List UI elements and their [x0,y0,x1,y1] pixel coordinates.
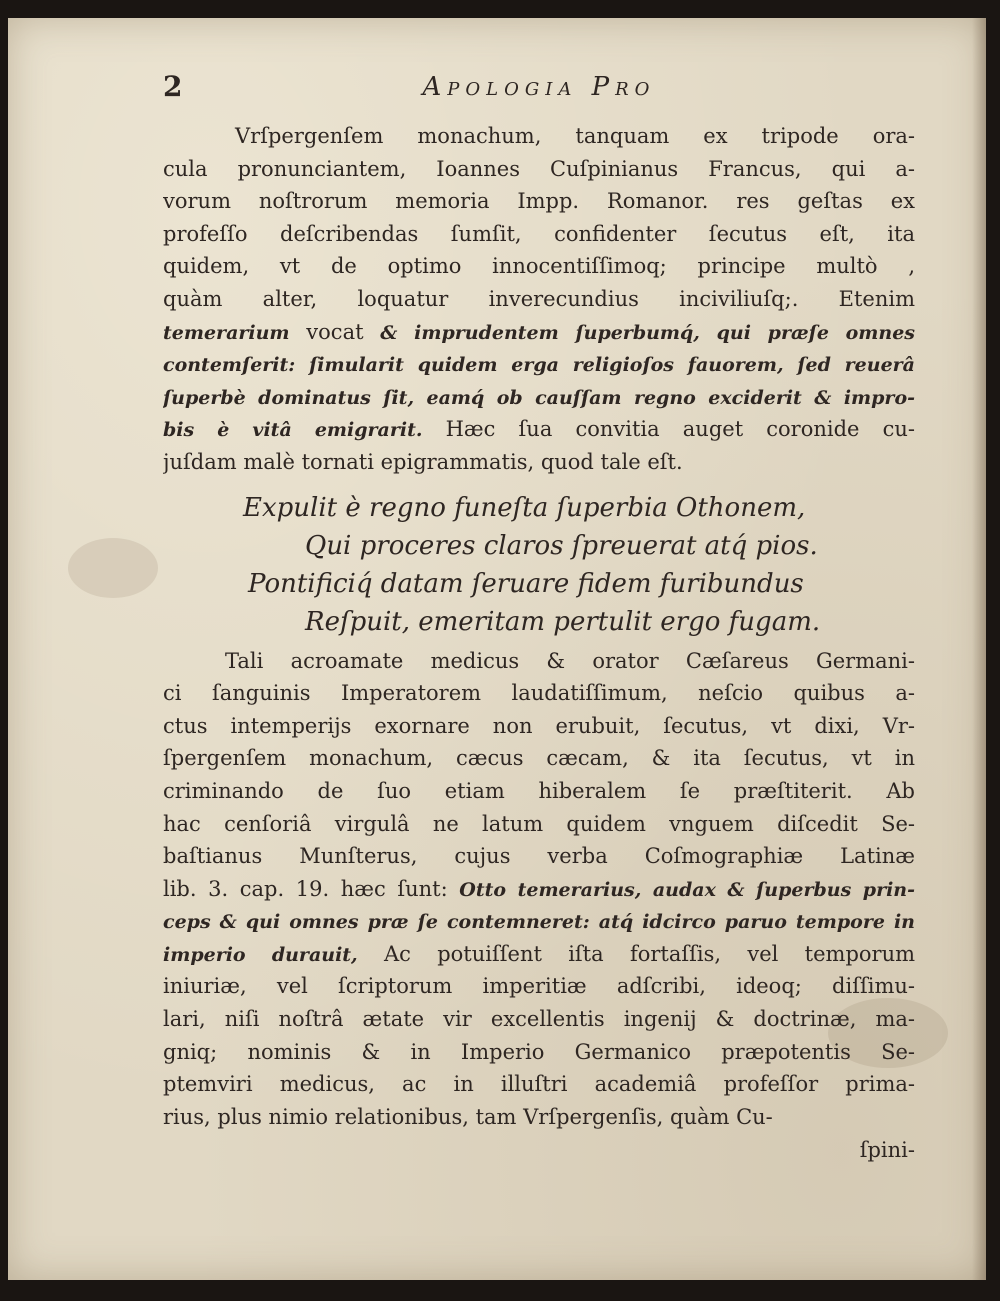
italic-text: Otto temerarius, audax & ſuperbus prin- [459,878,915,901]
line-text: rius, plus nimio relationibus, tam Vrſpergenſis, quàm Cu- [163,1104,773,1129]
italic-text: contemſerit: ſimularit quidem erga religioſos fauorem, ſed reuerâ [163,354,915,377]
line-text: quàm alter, loquatur inverecundius inciviliuſq;. Etenim [163,286,915,311]
line-text: baſtianus Munſterus, cujus verba Coſmographiæ Latinæ [163,844,915,869]
text-line [163,283,915,316]
line-text: lib. 3. cap. 19. hæc ſunt: [163,876,460,901]
line-text: ctus intemperijs exornare non erubuit, ſecutus, vt dixi, Vr- [163,713,915,738]
text-line [163,1101,915,1134]
line-text: vorum noſtrorum memoria Impp. Romanor. res geſtas ex [163,189,915,214]
epigram [163,489,915,641]
paragraph-1 [163,120,915,479]
line-text: Tali acroamate medicus & orator Cæſareus Germani- [225,648,915,673]
line-text: profeſſo deſcribendas ſumſit, confidenter ſecutus eſt, ita [163,221,915,246]
paper-stain [68,538,158,598]
verse-line: Expulit è regno funeſta ſuperbia Othonem, [243,492,806,523]
verse-line: Qui proceres claros ſpreuerat atq́ pios. [305,530,818,561]
italic-text: imperio durauit, [163,943,358,966]
italic-text: ſuperbè dominatus ſit, eamq́ ob cauſſam regno exciderit & impro- [163,386,915,409]
text-line [163,938,915,971]
line-text: Ac potuiſſent iſta fortaſſis, vel temporum [357,941,915,966]
catchword: ſpini- [859,1138,915,1163]
text-line [163,742,915,775]
italic-text: ceps & qui omnes præ ſe contemneret: atq́ idcirco paruo tempore in [163,911,915,934]
italic-text: & imprudentem ſuperbumq́, qui præſe omnes [380,321,915,344]
text-line [163,808,915,841]
text-line [163,677,915,710]
text-line [163,873,915,906]
line-text: iniuriæ, vel ſcriptorum imperitiæ adſcribi, ideoq; diſſimu- [163,974,915,999]
line-text: lari, niſi noſtrâ ætate vir excellentis ingenij & doctrinæ, ma- [163,1007,915,1032]
page-edge-shadow [972,18,986,1280]
line-text: hac cenſoriâ virgulâ ne latum quidem vnguem diſcedit Se- [163,811,915,836]
line-text: gniq; nominis & in Imperio Germanico præpotentis Se- [163,1039,915,1064]
text-line [163,316,915,349]
line-text: juſdam malè tornati epigrammatis, quod tale eſt. [163,449,683,474]
text-line [163,348,915,381]
paragraph-2 [163,645,915,1134]
text-line [163,1068,915,1101]
running-title: Apologia Pro [422,72,656,102]
line-text: cula pronunciantem, Ioannes Cuſpinianus Francus, qui a- [163,156,915,181]
running-head [163,70,915,120]
text-line [163,381,915,414]
line-text: vocat [289,319,381,344]
page-number: 2 [163,70,183,103]
verse-line: Reſpuit, emeritam pertulit ergo fugam. [305,606,821,637]
line-text: ci ſanguinis Imperatorem laudatiſſimum, neſcio quibus a- [163,681,915,706]
line-text: Hæc ſua convitia auget coronide cu- [422,417,915,442]
text-line [163,1003,915,1036]
text-line [163,905,915,938]
line-text: Vrſpergenſem monachum, tanquam ex tripode ora- [235,124,915,148]
italic-text: temerarium [163,321,290,344]
line-text: criminando de ſuo etiam hiberalem ſe præſtiterit. Ab [163,778,915,803]
text-block [163,70,915,1167]
line-text: quidem, vt de optimo innocentiſſimoq; principe multò , [163,254,915,279]
text-line [163,185,915,218]
text-line [163,120,915,153]
verse-line: Pontificiq́ datam ſeruare fidem furibundus [248,568,804,599]
text-line [163,218,915,251]
text-line [163,446,915,479]
italic-text: bis è vitâ emigrarit. [163,419,423,442]
text-line [163,250,915,283]
text-line [163,840,915,873]
line-text: ſpergenſem monachum, cæcus cæcam, & ita ſecutus, vt in [163,746,915,771]
text-line [163,970,915,1003]
text-line [163,413,915,446]
text-line [163,645,915,678]
line-text: ptemviri medicus, ac in illuſtri academiâ profeſſor prima- [163,1072,915,1097]
text-line [163,775,915,808]
text-line [163,1036,915,1069]
text-line [163,710,915,743]
text-line [163,153,915,186]
book-page [8,18,986,1280]
